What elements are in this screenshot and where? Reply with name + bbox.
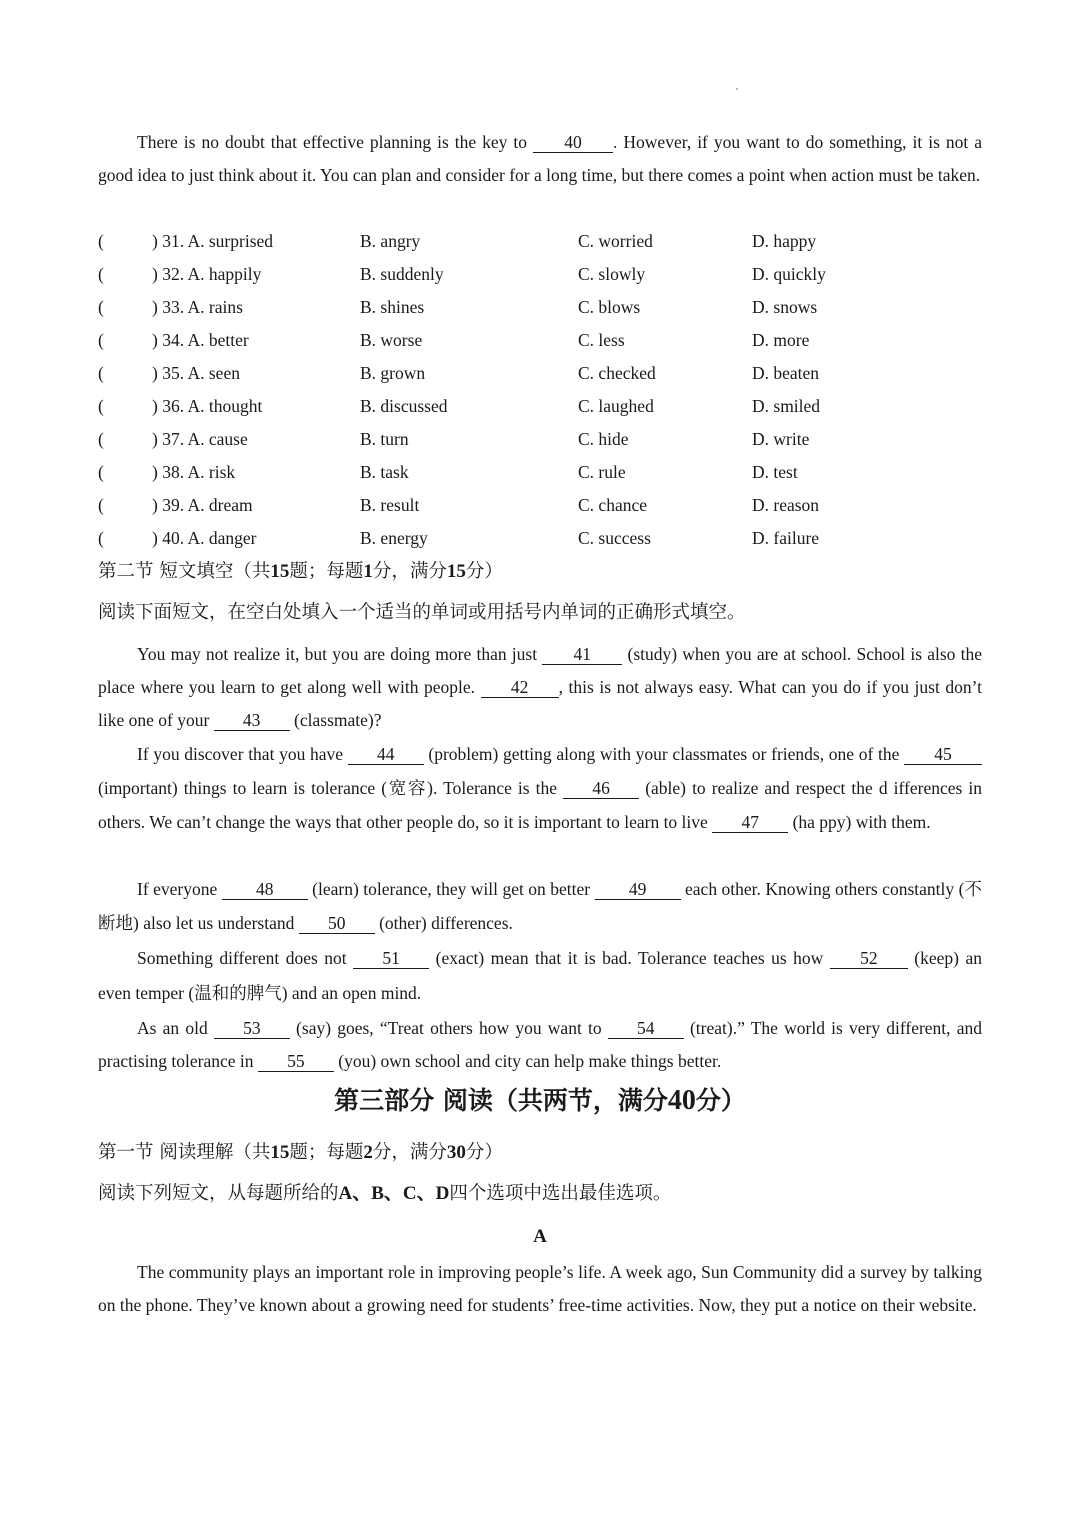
- question-row: [98, 456, 982, 489]
- text: (study) when you are at school. School is also the place where you learn to get along well with people.: [98, 644, 982, 697]
- heading-number: 15: [446, 561, 466, 582]
- option-b: B. result: [360, 495, 420, 515]
- option-a: ) 36. A. thought: [152, 396, 263, 416]
- question-row: [98, 291, 982, 324]
- answer-paren[interactable]: (: [98, 495, 104, 515]
- text: (important) things to learn is tolerance (宽容). Tolerance is the: [98, 778, 564, 798]
- blank-55[interactable]: 55: [258, 1051, 334, 1072]
- text: (classmate)?: [289, 710, 382, 730]
- blank-51[interactable]: 51: [353, 948, 429, 969]
- option-c: C. less: [578, 330, 625, 350]
- text: You may not realize it, but you are doing more than just: [137, 644, 543, 664]
- option-d: D. failure: [752, 528, 820, 548]
- option-b: B. discussed: [360, 396, 448, 416]
- option-b: B. angry: [360, 231, 421, 251]
- cloze-options: [98, 225, 982, 555]
- heading-text: 分，满分: [372, 561, 447, 582]
- text: (treat).” The world is very different, and practising tolerance in: [98, 1018, 982, 1071]
- text: There is no doubt that effective planning is the key to: [137, 132, 534, 152]
- intro-paragraph: [98, 126, 982, 192]
- blank-53[interactable]: 53: [214, 1018, 290, 1039]
- answer-paren[interactable]: (: [98, 231, 104, 251]
- option-c: C. rule: [578, 462, 626, 482]
- blank-47[interactable]: 47: [712, 812, 788, 833]
- passage-paragraph-3: [98, 872, 982, 940]
- option-c: C. laughed: [578, 396, 654, 416]
- option-a: ) 35. A. seen: [152, 363, 240, 383]
- option-a: ) 33. A. rains: [152, 297, 243, 317]
- heading-text: 题；每题: [289, 1142, 364, 1163]
- heading-text: 题；每题: [289, 561, 364, 582]
- question-row: [98, 390, 982, 423]
- text: (exact) mean that it is bad. Tolerance teaches us how: [429, 948, 830, 968]
- option-c: C. worried: [578, 231, 653, 251]
- option-a: ) 37. A. cause: [152, 429, 248, 449]
- option-d: D. beaten: [752, 363, 820, 383]
- option-b: B. suddenly: [360, 264, 444, 284]
- answer-paren[interactable]: (: [98, 429, 104, 449]
- option-d: D. happy: [752, 231, 817, 251]
- option-b: B. worse: [360, 330, 423, 350]
- option-b: B. shines: [360, 297, 425, 317]
- answer-paren[interactable]: (: [98, 363, 104, 383]
- answer-paren[interactable]: (: [98, 462, 104, 482]
- part-3-title: [0, 1082, 1080, 1120]
- text: As an old: [137, 1018, 214, 1038]
- text: (keep) an even temper (温和的脾气) and an open mind.: [98, 948, 982, 1003]
- question-row: [98, 324, 982, 357]
- blank-43[interactable]: 43: [214, 710, 290, 731]
- answer-paren[interactable]: (: [98, 396, 104, 416]
- title-text: 第三部分 阅读（共两节，满分: [334, 1086, 668, 1115]
- text: , this is not always easy. What can you do if you just don’t like one of your: [98, 677, 982, 730]
- question-row: [98, 258, 982, 291]
- option-c: C. blows: [578, 297, 641, 317]
- option-a: ) 32. A. happily: [152, 264, 262, 284]
- blank-50[interactable]: 50: [299, 913, 375, 934]
- instruction-letters: A、B、C、D: [338, 1183, 450, 1204]
- scan-speck: [736, 88, 738, 90]
- option-a: ) 38. A. risk: [152, 462, 236, 482]
- option-b: B. turn: [360, 429, 409, 449]
- blank-54[interactable]: 54: [608, 1018, 684, 1039]
- text: each other. Knowing others constantly (不断地) also let us understand: [98, 879, 982, 933]
- question-row: [98, 423, 982, 456]
- text: (able) to realize and respect the d ifferences in others. We can’t change the ways that other people do, so it is important to learn to live: [98, 778, 982, 832]
- blank-45[interactable]: 45: [904, 744, 982, 765]
- heading-number: 30: [446, 1142, 466, 1163]
- blank-44[interactable]: 44: [348, 744, 424, 765]
- heading-text: 分）: [465, 561, 503, 582]
- text: (ha ppy) with them.: [788, 812, 931, 832]
- blank-40[interactable]: 40: [533, 132, 613, 153]
- option-d: D. reason: [752, 495, 820, 515]
- option-d: D. quickly: [752, 264, 826, 284]
- answer-paren[interactable]: (: [98, 264, 104, 284]
- answer-paren[interactable]: (: [98, 528, 104, 548]
- text: (other) differences.: [374, 913, 513, 933]
- blank-42[interactable]: 42: [481, 677, 559, 698]
- blank-48[interactable]: 48: [222, 879, 308, 900]
- option-c: C. success: [578, 528, 651, 548]
- text: (learn) tolerance, they will get on better: [307, 879, 595, 899]
- text: If you discover that you have: [137, 744, 348, 764]
- heading-number: 2: [363, 1142, 373, 1163]
- instruction-text: 阅读下列短文，从每题所给的: [98, 1183, 339, 1204]
- blank-46[interactable]: 46: [563, 778, 639, 799]
- option-b: B. task: [360, 462, 409, 482]
- option-d: D. test: [752, 462, 798, 482]
- option-a: ) 40. A. danger: [152, 528, 257, 548]
- heading-text: 分，满分: [372, 1142, 447, 1163]
- text: Something different does not: [137, 948, 354, 968]
- answer-paren[interactable]: (: [98, 330, 104, 350]
- passage-paragraph-2: [98, 737, 982, 839]
- text: (say) goes, “Treat others how you want to: [289, 1018, 608, 1038]
- heading-text: 第二节 短文填空（共: [98, 561, 271, 582]
- option-d: D. write: [752, 429, 810, 449]
- section-2-heading: [98, 557, 503, 587]
- option-a: ) 31. A. surprised: [152, 231, 274, 251]
- text: (you) own school and city can help make things better.: [333, 1051, 722, 1071]
- text: If everyone: [137, 879, 222, 899]
- heading-number: 1: [363, 561, 373, 582]
- heading-number: 15: [270, 561, 290, 582]
- passage-a-text: The community plays an important role in improving people’s life. A week ago, Sun Community did a survey by talking on the phone. They’ve known about a growing need for students’ free-time activities. Now, they put a notice on their website.: [98, 1262, 982, 1315]
- heading-number: 15: [270, 1142, 290, 1163]
- text: (problem) getting along with your classmates or friends, one of the: [423, 744, 905, 764]
- heading-text: 分）: [465, 1142, 503, 1163]
- question-row: [98, 489, 982, 522]
- passage-paragraph-5: [98, 1012, 982, 1078]
- section-3-1-heading: [98, 1138, 503, 1168]
- question-row: [98, 225, 982, 258]
- question-row: [98, 357, 982, 390]
- instruction-text: 四个选项中选出最佳选项。: [449, 1183, 672, 1204]
- option-d: D. more: [752, 330, 810, 350]
- passage-paragraph-1: [98, 638, 982, 737]
- option-b: B. energy: [360, 528, 428, 548]
- passage-letter: A: [533, 1226, 547, 1247]
- option-c: C. chance: [578, 495, 647, 515]
- option-a: ) 34. A. better: [152, 330, 249, 350]
- title-number: 40: [667, 1085, 696, 1116]
- blank-52[interactable]: 52: [830, 948, 908, 969]
- answer-paren[interactable]: (: [98, 297, 104, 317]
- option-a: ) 39. A. dream: [152, 495, 253, 515]
- section-2-instruction: 阅读下面短文，在空白处填入一个适当的单词或用括号内单词的正确形式填空。: [98, 602, 746, 623]
- option-b: B. grown: [360, 363, 426, 383]
- option-d: D. smiled: [752, 396, 821, 416]
- option-c: C. slowly: [578, 264, 646, 284]
- option-c: C. hide: [578, 429, 629, 449]
- section-3-1-instruction: [98, 1179, 671, 1209]
- blank-49[interactable]: 49: [595, 879, 681, 900]
- option-c: C. checked: [578, 363, 656, 383]
- text: . However, if you want to do something, it is not a good idea to just think about it. You can plan and consider for a long time, but there comes a point when action must be taken.: [98, 132, 982, 185]
- passage-paragraph-4: [98, 941, 982, 1011]
- title-text: 分）: [695, 1086, 746, 1115]
- blank-41[interactable]: 41: [542, 644, 622, 665]
- option-d: D. snows: [752, 297, 818, 317]
- heading-text: 第一节 阅读理解（共: [98, 1142, 271, 1163]
- question-row: [98, 522, 982, 555]
